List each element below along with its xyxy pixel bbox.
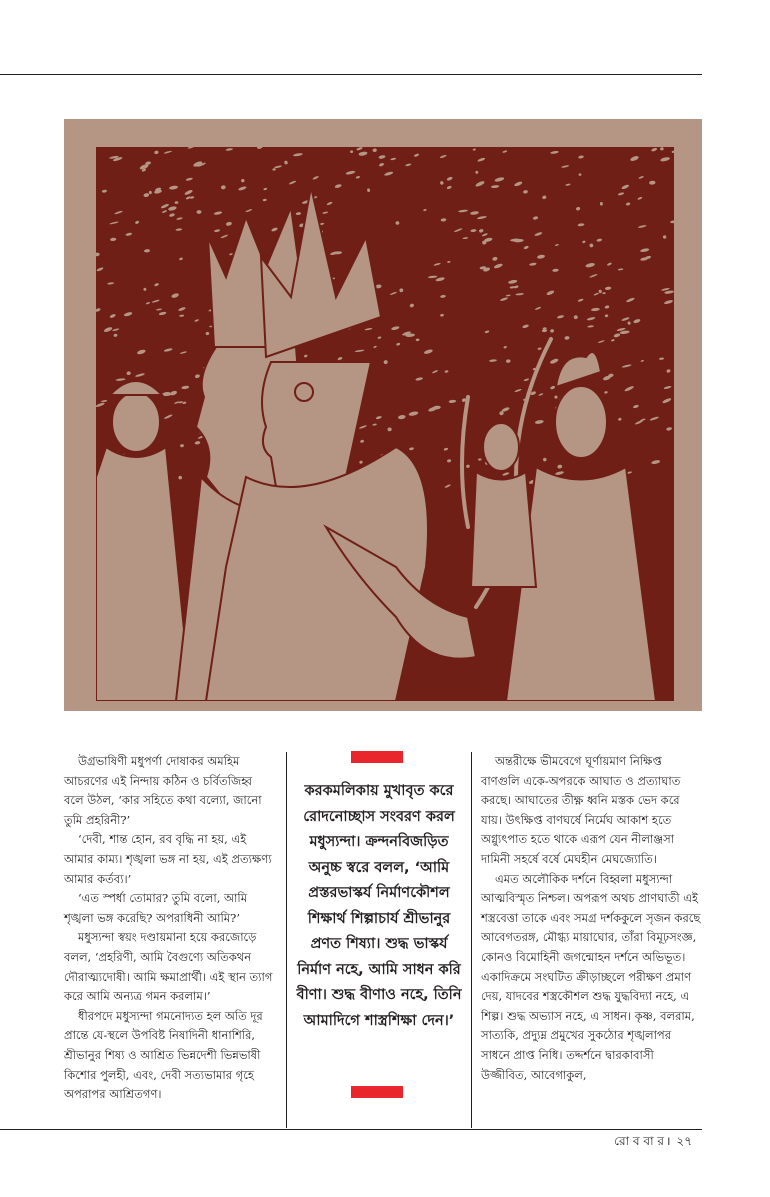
column-divider — [471, 752, 472, 1128]
paragraph: মধুস্যন্দা স্বয়ং দণ্ডায়মানা হয়ে করজোড়ে বলল, ‘প্রহরিণী, আমি বৈগুণ্যে অতিকথন দৌরাত্ম্যদোষী। আমি ক্ষমাপ্রার্থী। এই স্থান ত্যাগ করে আমি অন্যত্র গমন করলাম।’ — [64, 930, 273, 1004]
page-number: ২৭ — [676, 1134, 692, 1148]
bottom-rule — [0, 1129, 702, 1130]
pull-quote: করকমলিকায় মুখাবৃত করে রোদনোচ্ছাস সংবরণ করল মধুস্যন্দা। ক্রন্দনবিজড়িত অনুচ্চ স্বরে বলল, ‘আমি প্রস্তরভাস্কর্য নির্মাণকৌশল শিক্ষার্থ শিল্পাচার্য শ্রীভানুর প্রণত শিষ্যা। শুদ্ধ ভাস্কর্য নির্মাণ নহে, আমি সাধন করি বীণা। শুদ্ধ বীণাও নহে, তিনি আমাদিগে শাস্ত্রশিক্ষা দেন।’ — [296, 783, 462, 1029]
pull-quote-top-accent — [351, 751, 403, 763]
page-folio — [614, 1133, 692, 1149]
pull-quote-bottom-accent — [351, 1086, 403, 1098]
crowned-figures-archery-illustration — [96, 147, 674, 701]
article-column-right — [481, 752, 701, 1085]
paragraph: ‘এত স্পর্ধা তোমার? তুমি বলো, আমি শৃঙ্খলা ভঙ্গ করেছি? অপরাধিনী আমি?’ — [64, 891, 248, 925]
magazine-name: রো ব বা র — [614, 1134, 664, 1148]
paragraph: এমত অলৌকিক দর্শনে বিহ্বলা মধুস্যন্দা আত্মবিস্মৃত নিশ্চল। অপরূপ অথচ প্রাণঘাতী এই শস্ত্রবেত্তা তাকে এবং সমগ্র দর্শককুলে সৃজন করছে আবেগতরঙ্গ, মৌগ্ধ্য মায়াঘোর, তাঁরা বিমূঢ়সংজ্ঞ, কোনও বিমোহিনী জগন্মোহন দর্শনে অভিভূত। একাদিক্রমে সংঘটিত ক্রীড়াচ্ছলে পরীক্ষণ প্রমাণ দেয়, যাদবের শস্ত্রকৌশল শুদ্ধ যুদ্ধবিদ্যা নহে, এ শিল্প। শুদ্ধ অভ্যাস নহে, এ সাধন। কৃষ্ণ, বলরাম, সাত্যকি, প্রদ্যুম্ন প্রমুখের সুকঠোর শৃঙ্খলাপর সাধনে প্রাপ্ত নিধি। তদ্দর্শনে দ্বারকাবাসী উজ্জীবিত, আবেগাকুল, — [481, 871, 701, 1082]
paragraph: ধীরপদে মধুস্যন্দা গমনোদ্যত হল অতি দূর প্রান্তে যে-স্থলে উপবিষ্ট নিষাদিনী ধানাশিরি, শ্রীভানুর শিষ্য ও আশ্রিত ভিন্নদেশী ভিন্নভাষী কিশোর পুলহী, এবং, দেবী সত্যভামার গৃহে অপরাপর আশ্রিতগণ। — [64, 1008, 263, 1102]
top-rule — [0, 74, 702, 75]
paragraph: ‘দেবী, শান্ত হোন, রব বৃদ্ধি না হয়, এই আমার কাম্য। শৃঙ্খলা ভঙ্গ না হয়, এই প্রত্যক্ষণ্য আমার কর্তব্য।’ — [64, 832, 272, 886]
paragraph: উগ্রভাষিণী মধুপর্ণা দোষাকর অমহিম আচরণের এই নিন্দায় কঠিন ও চর্বিতজিহ্ব বলে উঠল, ‘কার সহিতে কথা বল্যো, জানো তুমি প্রহরিনী?’ — [64, 754, 262, 827]
article-column-left — [64, 752, 274, 1105]
illustration-frame — [64, 119, 702, 711]
folio-separator: । — [666, 1134, 671, 1148]
column-divider — [286, 752, 287, 1128]
paragraph: অন্তরীক্ষে ভীমবেগে ঘূর্ণায়মাণ নিক্ষিপ্ত বাণগুলি একে-অপরকে আঘাত ও প্রত্যাঘাত করছে। আঘাতের তীক্ষ্ণ ধ্বনি মস্তক ভেদ করে যায়। উৎক্ষিপ্ত বাণঘর্ষে নির্মেঘ আকাশ হতে অগ্ন্যুৎপাত হতে থাকে এরূপ যেন নীলাঞ্জসা দামিনী সহর্ষে বর্ষে মেঘহীন মেঘজ্যোতি। — [481, 754, 681, 866]
